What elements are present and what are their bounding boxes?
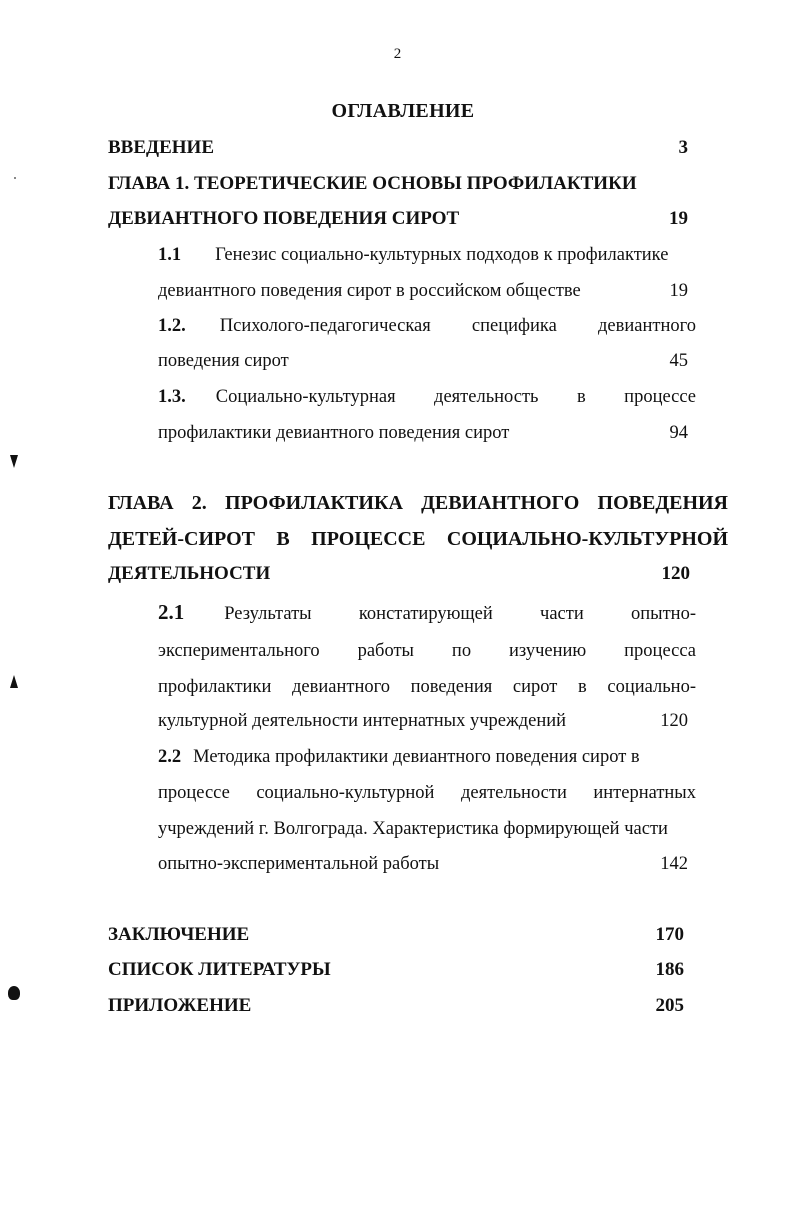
scan-margin-mark xyxy=(10,675,18,688)
toc-section-2-2-page: 142 xyxy=(660,854,688,874)
toc-chapter1-line2: ДЕВИАНТНОГО ПОВЕДЕНИЯ СИРОТ xyxy=(108,208,460,229)
toc-chapter2-line1[interactable]: ГЛАВА 2. ПРОФИЛАКТИКА ДЕВИАНТНОГО ПОВЕДЕНИЯ xyxy=(108,492,728,514)
toc-chapter2-line3: ДЕЯТЕЛЬНОСТИ xyxy=(108,563,271,584)
toc-section-2-1-number: 2.1 xyxy=(158,600,185,624)
scan-margin-mark xyxy=(10,455,18,468)
toc-section-1-1-number: 1.1 xyxy=(158,245,182,265)
toc-section-1-1-page: 19 xyxy=(669,281,688,301)
toc-entry-intro[interactable] xyxy=(108,136,688,160)
toc-chapter2-page: 120 xyxy=(661,563,690,584)
page-number: 2 xyxy=(393,46,402,62)
toc-chapter1-page: 19 xyxy=(669,208,688,229)
toc-intro-page: 3 xyxy=(678,137,688,158)
toc-chapter1-line1[interactable]: ГЛАВА 1. ТЕОРЕТИЧЕСКИЕ ОСНОВЫ ПРОФИЛАКТИКИ xyxy=(108,173,637,194)
toc-section-1-2-line1[interactable] xyxy=(158,314,696,338)
toc-chapter2-line3-row[interactable] xyxy=(108,562,690,586)
toc-title: ОГЛАВЛЕНИЕ xyxy=(331,100,475,122)
toc-section-2-2-line1[interactable] xyxy=(158,745,696,769)
toc-references-label: СПИСОК ЛИТЕРАТУРЫ xyxy=(108,959,331,980)
toc-section-2-2-text3[interactable]: учреждений г. Волгограда. Характеристика формирующей части xyxy=(158,819,668,839)
toc-section-2-2-text2[interactable]: процессе социально-культурной деятельности интернатных xyxy=(158,783,696,803)
toc-section-1-1-text1: Генезис социально-культурных подходов к профилактике xyxy=(215,245,669,265)
scan-speck xyxy=(14,177,16,179)
toc-section-2-1-text4: культурной деятельности интернатных учреждений xyxy=(158,711,567,731)
toc-conclusion-page: 170 xyxy=(655,924,684,945)
toc-entry-references[interactable] xyxy=(108,958,684,982)
toc-section-1-3-text1: Социально-культурная деятельность в процессе xyxy=(215,387,696,407)
toc-section-2-1-line1[interactable] xyxy=(158,600,696,626)
toc-section-2-2-text4: опытно-экспериментальной работы xyxy=(158,854,440,874)
toc-entry-conclusion[interactable] xyxy=(108,923,684,947)
toc-section-1-2-text1: Психолого-педагогическая специфика девиантного xyxy=(219,316,696,336)
toc-intro-label: ВВЕДЕНИЕ xyxy=(108,137,214,158)
toc-section-2-1-text1: Результаты констатирующей части опытно- xyxy=(224,604,696,624)
toc-section-1-2-page: 45 xyxy=(669,351,688,371)
toc-section-1-2-line2[interactable] xyxy=(158,349,688,373)
toc-section-1-1-text2: девиантного поведения сирот в российском обществе xyxy=(158,281,581,301)
toc-section-1-3-line1[interactable] xyxy=(158,385,696,409)
scan-margin-mark xyxy=(8,986,20,1000)
toc-section-2-1-text2[interactable]: экспериментального работы по изучению процесса xyxy=(158,641,696,661)
toc-section-1-1-line2[interactable] xyxy=(158,279,688,303)
toc-chapter1-line2-row[interactable] xyxy=(108,207,688,231)
toc-conclusion-label: ЗАКЛЮЧЕНИЕ xyxy=(108,924,250,945)
toc-section-1-3-number: 1.3. xyxy=(158,387,186,407)
toc-section-1-3-line2[interactable] xyxy=(158,421,688,445)
toc-entry-appendix[interactable] xyxy=(108,994,684,1018)
toc-section-1-2-number: 1.2. xyxy=(158,316,186,336)
toc-section-2-1-text3[interactable]: профилактики девиантного поведения сирот в социально- xyxy=(158,677,696,697)
toc-section-2-2-line4[interactable] xyxy=(158,852,688,876)
toc-chapter2-line2[interactable]: ДЕТЕЙ-СИРОТ В ПРОЦЕССЕ СОЦИАЛЬНО-КУЛЬТУРНОЙ xyxy=(108,528,728,550)
toc-section-1-3-page: 94 xyxy=(669,423,688,443)
toc-section-1-1-line1[interactable] xyxy=(158,243,696,267)
toc-section-2-2-text1: Методика профилактики девиантного поведения сирот в xyxy=(193,747,640,767)
toc-section-1-2-text2: поведения сирот xyxy=(158,351,289,371)
toc-section-2-1-page: 120 xyxy=(660,711,688,731)
toc-references-page: 186 xyxy=(655,959,684,980)
toc-section-1-3-text2: профилактики девиантного поведения сирот xyxy=(158,423,510,443)
toc-section-2-2-number: 2.2 xyxy=(158,747,182,767)
toc-appendix-page: 205 xyxy=(655,995,684,1016)
toc-appendix-label: ПРИЛОЖЕНИЕ xyxy=(108,995,252,1016)
toc-section-2-1-line4[interactable] xyxy=(158,709,688,733)
